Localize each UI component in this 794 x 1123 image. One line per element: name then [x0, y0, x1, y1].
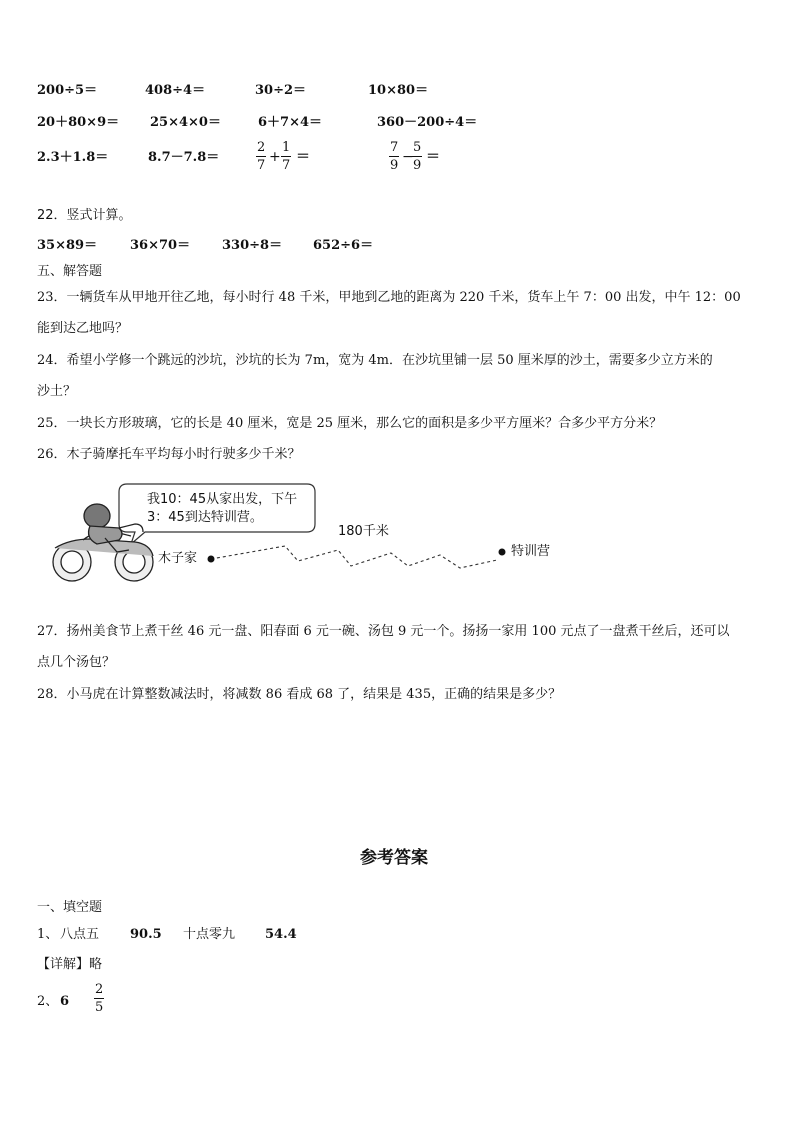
q26-illustration: [35, 478, 595, 593]
q26-illustration-svg: [35, 478, 595, 593]
answers-section-1: 一、填空题: [37, 900, 103, 915]
q23-line-1: 23．一辆货车从甲地开往乙地，每小时行 48 千米，甲地到乙地的距离为 220 千米，货车上午 7：00 出发，中午 12：00: [37, 290, 741, 305]
section-5-heading: 五、解答题: [37, 264, 103, 279]
q25-text: 25．一块长方形玻璃，它的长是 40 厘米，宽是 25 厘米，那么它的面积是多少平方厘米？合多少平方分米？: [37, 416, 663, 431]
fraction-5-9: [412, 140, 422, 173]
fraction-1-7: [281, 140, 291, 173]
answer-1-item-4: 54.4: [265, 927, 297, 942]
bubble-line-1: 我10：45从家出发，下午: [147, 492, 298, 507]
calc-3-2: 8.7－7.8＝: [148, 150, 220, 165]
calc-1-4: 10×80＝: [368, 83, 429, 98]
q23-line-2: 能到达乙地吗？: [37, 321, 129, 336]
q24-line-1: 24．希望小学修一个跳远的沙坑，沙坑的长为 7m，宽为 4m．在沙坑里铺一层 50 厘米厚的沙土，需要多少立方米的: [37, 353, 713, 368]
plus-sign: +: [269, 149, 281, 165]
q24-line-2: 沙土？: [37, 384, 77, 399]
route-path: [211, 546, 497, 568]
fraction-bar: [389, 156, 399, 157]
calc-2-4: 360－200÷4＝: [377, 115, 478, 130]
q22-prompt: 22．竖式计算。: [37, 208, 132, 223]
answer-2-label: 2、: [37, 994, 59, 1009]
fraction-7-9: [389, 140, 399, 173]
minus-sign: −: [402, 149, 414, 165]
answer-2-value: 6: [60, 994, 70, 1009]
answer-detail: 【详解】略: [37, 957, 103, 972]
distance-label: 180千米: [338, 524, 389, 539]
answer-2-fraction: [94, 982, 104, 1015]
end-point-marker: [499, 549, 506, 556]
start-label: 木子家: [158, 551, 198, 566]
fraction-bar: [256, 156, 266, 157]
numerator: 1: [282, 140, 291, 155]
end-label: 特训营: [511, 544, 551, 559]
calc-2-2: 25×4×0＝: [150, 115, 221, 130]
fraction-bar: [94, 998, 104, 999]
fraction-2-7: [256, 140, 266, 173]
q22-item-3: 330÷8＝: [222, 238, 283, 253]
q22-item-1: 35×89＝: [37, 238, 98, 253]
start-point-marker: [208, 556, 215, 563]
answer-1-item-2: 90.5: [130, 927, 162, 942]
q26-prompt: 26．木子骑摩托车平均每小时行驶多少千米？: [37, 447, 301, 462]
calc-1-2: 408÷4＝: [145, 83, 206, 98]
numerator: 2: [257, 140, 266, 155]
answer-1-item-1: 八点五: [60, 927, 100, 942]
fraction-bar: [281, 156, 291, 157]
calc-2-3: 6＋7×4＝: [258, 115, 323, 130]
calc-3-1: 2.3＋1.8＝: [37, 150, 109, 165]
numerator: 2: [95, 982, 104, 997]
answers-title: 参考答案: [360, 848, 428, 868]
q28-text: 28．小马虎在计算整数减法时，将减数 86 看成 68 了，结果是 435，正确的结果是多少？: [37, 687, 562, 702]
bubble-line-2: 3：45到达特训营。: [147, 510, 263, 525]
denominator: 7: [282, 158, 291, 173]
answer-1-label: 1、: [37, 927, 59, 942]
calc-1-1: 200÷5＝: [37, 83, 98, 98]
calc-1-3: 30÷2＝: [255, 83, 307, 98]
denominator: 5: [95, 1000, 104, 1015]
q27-line-2: 点几个汤包？: [37, 655, 116, 670]
numerator: 5: [413, 140, 422, 155]
denominator: 7: [257, 158, 266, 173]
q22-item-4: 652÷6＝: [313, 238, 374, 253]
denominator: 9: [390, 158, 399, 173]
fraction-bar: [412, 156, 422, 157]
numerator: 7: [390, 140, 399, 155]
denominator: 9: [413, 158, 422, 173]
answer-1-item-3: 十点零九: [183, 927, 236, 942]
equals-sign: ＝: [296, 149, 310, 165]
calc-2-1: 20＋80×9＝: [37, 115, 120, 130]
equals-sign: ＝: [426, 149, 440, 165]
q27-line-1: 27．扬州美食节上煮干丝 46 元一盘、阳春面 6 元一碗、汤包 9 元一个。扬扬一家用 100 元点了一盘煮干丝后，还可以: [37, 624, 730, 639]
q22-item-2: 36×70＝: [130, 238, 191, 253]
